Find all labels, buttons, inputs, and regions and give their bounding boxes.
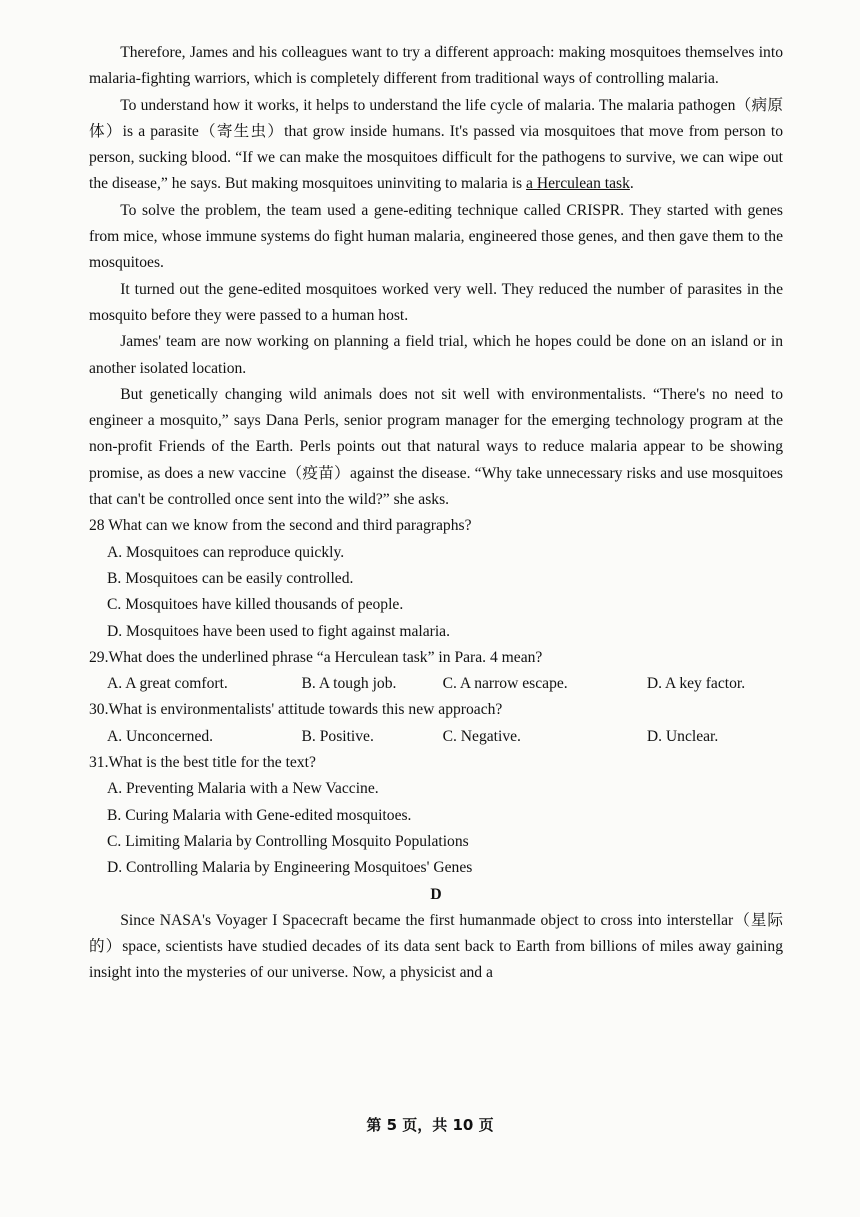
option-c: C. Mosquitoes have killed thousands of people. — [107, 596, 404, 614]
option-d: D. Mosquitoes have been used to fight against malaria. — [107, 622, 450, 640]
question-31 — [89, 750, 783, 881]
option-d: D. A key factor. — [646, 675, 746, 693]
option-b: B. Positive. — [301, 727, 374, 745]
section-d-paragraph-1: Since NASA's Voyager I Spacecraft became the first humanmade object to cross into interstellar（星际的）space, scientists have studied decades of its data sent back to Earth from billions of miles away gaining insight into the mysteries of our universe. Now, a physicist and a — [89, 911, 783, 982]
passage-paragraph-4: It turned out the gene-edited mosquitoes worked very well. They reduced the number of parasites in the mosquito before they were passed to a human host. — [89, 280, 783, 324]
option-a: A. Mosquitoes can reproduce quickly. — [107, 543, 345, 561]
underlined-phrase: a Herculean task — [526, 175, 630, 193]
option-b: B. A tough job. — [301, 675, 397, 693]
question-30 — [89, 697, 783, 750]
paragraph-2-text: To understand how it works, it helps to understand the life cycle of malaria. The malaria pathogen（病原体）is a parasite（寄生虫）that grow inside humans. It's passed via mosquitoes that move from person to person, sucking blood. “If we can make the mosquitoes difficult for the pathogens to survive, we can wipe out the disease,” he says. But making mosquitoes uninviting to malaria is — [89, 96, 783, 193]
passage-paragraph-6: But genetically changing wild animals does not sit well with environmentalists. “There's no need to engineer a mosquito,” says Dana Perls, senior program manager for the emerging technology program at the non-profit Friends of the Earth. Perls points out that natural ways to reduce malaria appear to be showing promise, as does a new vaccine（疫苗）against the disease. “Why take unnecessary risks and use mosquitoes that can't be controlled once sent into the wild?” she asks. — [89, 385, 783, 509]
page-footer: 第 5 页，共 10 页 — [366, 1116, 494, 1134]
page-content — [89, 40, 783, 987]
option-b: B. Curing Malaria with Gene-edited mosquitoes. — [107, 806, 412, 824]
question-stem: 31.What is the best title for the text? — [89, 754, 316, 772]
stem-text-end: ” in Para. 4 mean? — [427, 648, 543, 666]
passage-paragraph-1: Therefore, James and his colleagues want to try a different approach: making mosquitoes themselves into malaria-fighting warriors, which is completely different from traditional ways of controlling malaria. — [89, 44, 783, 88]
option-d: D. Unclear. — [646, 727, 719, 745]
option-c: C. Negative. — [442, 727, 521, 745]
section-heading: D — [430, 885, 442, 903]
option-c: C. Limiting Malaria by Controlling Mosquito Populations — [107, 832, 469, 850]
paragraph-2-end: . — [629, 175, 634, 193]
question-stem — [89, 645, 783, 671]
question-29 — [89, 645, 783, 698]
passage-paragraph-3: To solve the problem, the team used a gene-editing technique called CRISPR. They started with genes from mice, whose immune systems do fight human malaria, engineered those genes, and then gave them to the mosquitoes. — [89, 201, 783, 272]
passage-paragraph-2 — [89, 93, 783, 198]
stem-text: 29.What does the underlined phrase “ — [89, 648, 324, 666]
options-row — [89, 724, 783, 750]
option-a: A. A great comfort. — [107, 675, 228, 693]
option-a: A. Unconcerned. — [107, 727, 214, 745]
options-row — [89, 671, 783, 697]
question-stem: 28 What can we know from the second and third paragraphs? — [89, 517, 472, 535]
question-stem: 30.What is environmentalists' attitude towards this new approach? — [89, 701, 503, 719]
option-d: D. Controlling Malaria by Engineering Mosquitoes' Genes — [107, 859, 473, 877]
question-28 — [89, 513, 783, 644]
option-c: C. A narrow escape. — [442, 675, 568, 693]
stem-phrase: a Herculean task — [323, 648, 428, 666]
passage-paragraph-5: James' team are now working on planning a field trial, which he hopes could be done on an island or in another isolated location. — [89, 333, 783, 377]
option-b: B. Mosquitoes can be easily controlled. — [107, 569, 354, 587]
option-a: A. Preventing Malaria with a New Vaccine. — [107, 780, 379, 798]
